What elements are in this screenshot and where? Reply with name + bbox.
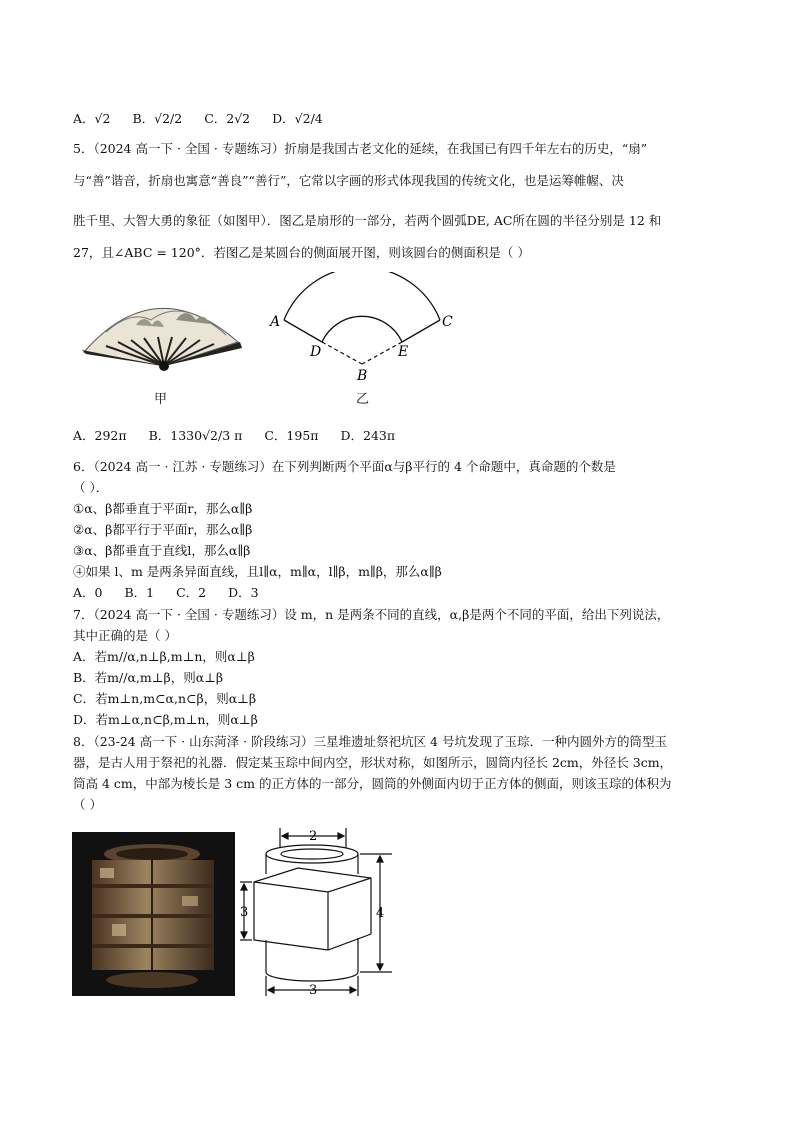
q6-option-d: D．3 [228,585,259,600]
q7-option-c: C．若m⊥n,m⊂α,n⊂β，则α⊥β [73,691,257,706]
q6-option-b: B．1 [124,585,155,600]
label-a: A [270,314,281,330]
q7-line-1: 7．（2024 高一下 · 全国 · 专题练习）设 m，n 是两条不同的直线，α,β是两个不同的平面，给出下列说法， [73,607,670,622]
q7-line-2: 其中正确的是（ ） [73,628,177,643]
q4-option-b: B．√2/2 [132,111,183,126]
q6-line-2: （ ）． [73,480,109,495]
q5-line-3: 胜千里、大智大勇的象征（如图甲）．图乙是扇形的一部分，若两个圆弧DE, AC所在圆的半径分别是 12 和 [73,213,662,228]
q5-line-2: 与“善”谐音，折扇也寓意“善良”“善行”，它常以字画的形式体现我国的传统文化，也是运筹帷幄、决 [73,173,624,188]
q5-option-d: D．243π [340,428,396,443]
q8-line-1: 8．（23-24 高一下 · 山东菏泽 · 阶段练习）三星堆遗址祭祀坑区 4 号坑发现了玉琮．一种内圆外方的筒型玉 [73,734,667,749]
q5-option-c: C．195π [264,428,319,443]
q4-option-a: A．√2 [73,111,111,126]
q6-item-4: ④如果 l、m 是两条异面直线，且l∥α，m∥α，l∥β，m∥β，那么α∥β [73,564,442,579]
q6-options [73,584,277,602]
q6-item-1: ①α、β都垂直于平面r，那么α∥β [73,501,253,516]
q6-option-c: C．2 [176,585,207,600]
q6-item-3: ③α、β都垂直于直线l，那么α∥β [73,543,251,558]
label-b: B [357,368,368,384]
dim-left: 3 [240,905,249,920]
q6-option-a: A．0 [73,585,103,600]
q5-line-1: 5．（2024 高一下 · 全国 · 专题练习）折扇是我国古老文化的延续，在我国已有四千年左右的历史，“扇” [73,141,648,156]
sector-diagram [262,272,472,384]
jade-cong-photo [72,832,235,996]
q5-line-4: 27，且∠ABC = 120°．若图乙是某圆台的侧面展开图，则该圆台的侧面积是（ ） [73,245,530,260]
dim-bottom: 3 [309,983,318,998]
label-d: D [310,344,322,360]
q6-line-1: 6．（2024 高一 · 江苏 · 专题练习）在下列判断两个平面α与β平行的 4 个命题中，真命题的个数是 [73,459,616,474]
dim-right: 4 [376,906,385,921]
q8-line-4: （ ） [73,797,102,812]
label-e: E [398,344,409,360]
q7-option-b: B．若m//α,m⊥β，则α⊥β [73,670,224,685]
q5-option-a: A．292π [73,428,127,443]
caption-jia: 甲 [154,392,168,407]
caption-yi: 乙 [356,392,370,407]
q8-line-3: 筒高 4 cm，中部为棱长是 3 cm 的正方体的一部分，圆筒的外侧面内切于正方体的侧面，则该玉琮的体积为 [73,776,672,791]
dim-top: 2 [309,829,318,844]
q6-item-2: ②α、β都平行于平面r，那么α∥β [73,522,253,537]
folding-fan-image [76,280,246,375]
q4-option-d: D．√2/4 [272,111,323,126]
cong-dimension-diagram [236,826,396,998]
q5-option-b: B．1330√2/3 π [148,428,243,443]
q7-option-a: A．若m//α,n⊥β,m⊥n，则α⊥β [73,649,255,664]
q7-option-d: D．若m⊥α,n⊂β,m⊥n，则α⊥β [73,712,258,727]
label-c: C [442,314,453,330]
q8-line-2: 器，是古人用于祭祀的礼器．假定某玉琮中间内空，形状对称，如图所示，圆筒内径长 2cm，外径长 3cm， [73,755,673,770]
q5-options [73,427,413,445]
q4-options [73,110,341,128]
q4-option-c: C．2√2 [204,111,251,126]
